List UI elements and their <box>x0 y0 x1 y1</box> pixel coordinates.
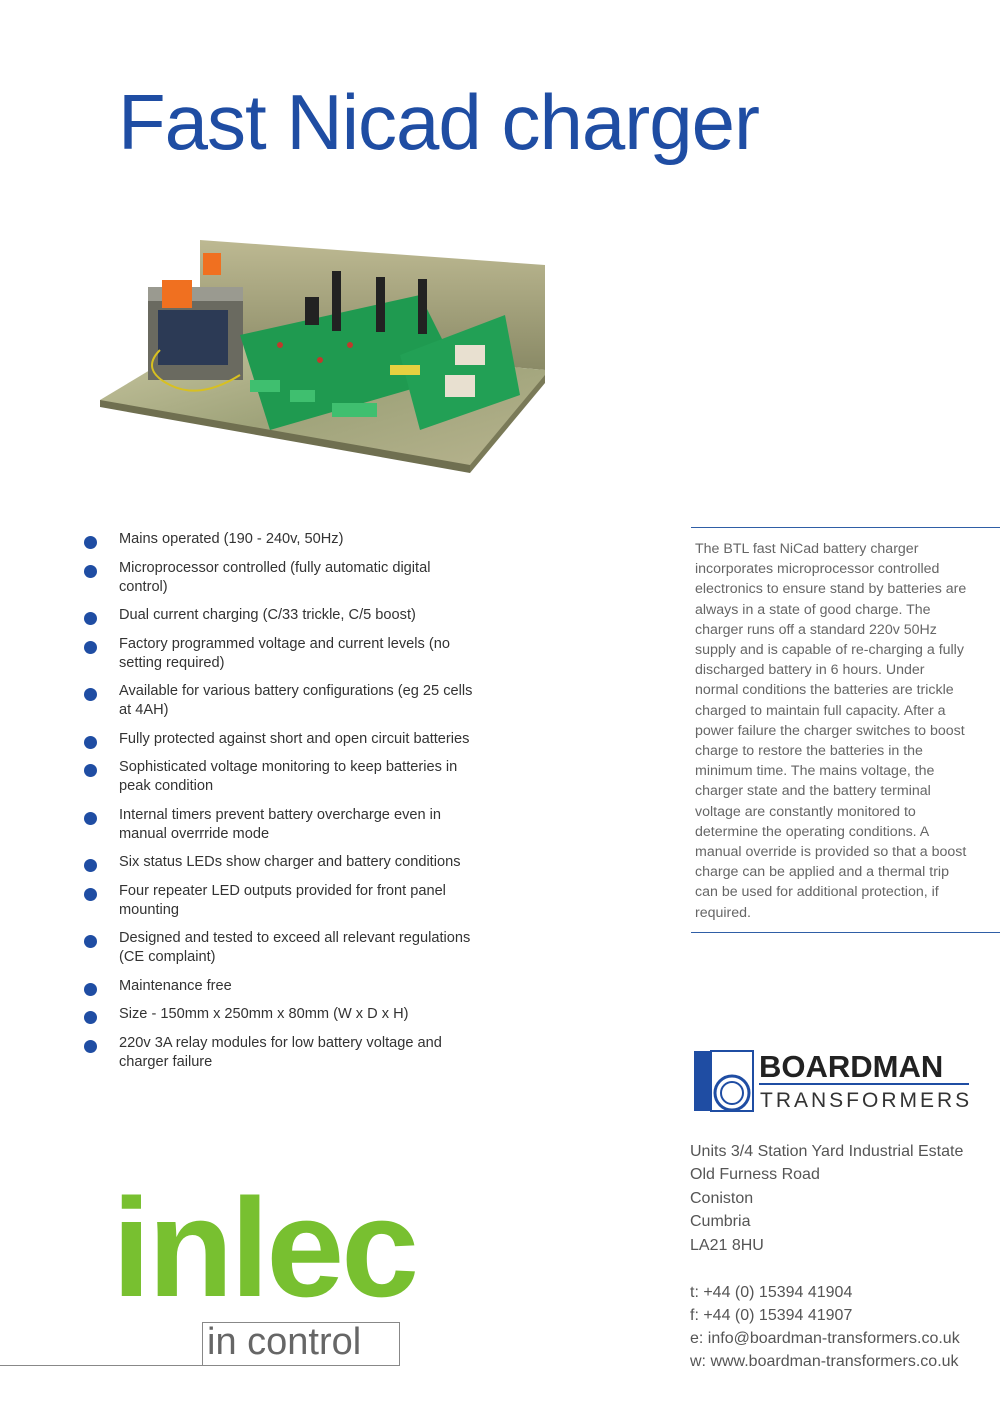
feature-list <box>82 530 482 1081</box>
feature-item: Sophisticated voltage monitoring to keep batteries in peak condition <box>82 758 482 796</box>
bullet-icon <box>84 935 97 948</box>
feature-item: Fully protected against short and open circuit batteries <box>82 730 482 749</box>
address-block <box>690 1140 963 1257</box>
address-line: LA21 8HU <box>690 1236 764 1254</box>
feature-item: Available for various battery configurations (eg 25 cells at 4AH) <box>82 682 482 720</box>
bullet-icon <box>84 764 97 777</box>
page-title: Fast Nicad charger <box>118 78 759 166</box>
contact-block <box>690 1281 960 1373</box>
description-text: The BTL fast NiCad battery charger incorporates microprocessor controlled electronics to ensure stand by batteries are always in a state of good charge. The charger runs off a standard 220v 50Hz supply and is capable of re-charging a fully discharged battery in 6 hours. Under normal conditions the batteries are trickle charged to maintain full capacity. After a power failure the charger switches to boost charge to restore the batteries in the minimum time. The mains voltage, the charger state and the battery terminal voltage are constantly monitored to determine the operating conditions. A manual override is provided so that a boost charge can be applied and a thermal trip can be used for additional protection, if required. <box>695 541 967 921</box>
inlec-tagline: in control <box>207 1321 362 1363</box>
bullet-icon <box>84 612 97 625</box>
feature-item: Designed and tested to exceed all relevant regulations (CE complaint) <box>82 929 482 967</box>
bullet-icon <box>84 641 97 654</box>
bullet-icon <box>84 1011 97 1024</box>
inlec-logo: inlec <box>112 1169 417 1326</box>
feature-item: Factory programmed voltage and current levels (no setting required) <box>82 635 482 673</box>
address-line: Coniston <box>690 1189 754 1207</box>
feature-item: Four repeater LED outputs provided for front panel mounting <box>82 882 482 920</box>
boardman-sub: TRANSFORMERS <box>760 1089 973 1112</box>
telephone: t: +44 (0) 15394 41904 <box>690 1284 853 1301</box>
bullet-icon <box>84 736 97 749</box>
bullet-icon <box>84 565 97 578</box>
address-line: Old Furness Road <box>690 1166 820 1184</box>
bullet-icon <box>84 888 97 901</box>
feature-item: Mains operated (190 - 240v, 50Hz) <box>82 530 482 549</box>
description-box <box>691 527 1000 933</box>
bullet-icon <box>84 983 97 996</box>
address-line: Cumbria <box>690 1213 751 1231</box>
website-link[interactable]: w: www.boardman-transformers.co.uk <box>690 1353 959 1370</box>
boardman-name: BOARDMAN <box>759 1049 944 1084</box>
boardman-logo <box>694 1049 974 1113</box>
fax: f: +44 (0) 15394 41907 <box>690 1307 853 1324</box>
bullet-icon <box>84 536 97 549</box>
bullet-icon <box>84 688 97 701</box>
feature-item: Internal timers prevent battery overcharge even in manual overrride mode <box>82 806 482 844</box>
feature-item: Six status LEDs show charger and battery conditions <box>82 853 482 872</box>
bullet-icon <box>84 859 97 872</box>
feature-item: Microprocessor controlled (fully automatic digital control) <box>82 559 482 597</box>
feature-item: Maintenance free <box>82 977 482 996</box>
email-link[interactable]: e: info@boardman-transformers.co.uk <box>690 1330 960 1347</box>
inlec-tagline-box <box>202 1322 400 1366</box>
bullet-icon <box>84 812 97 825</box>
product-photo <box>100 235 555 480</box>
divider <box>0 1365 203 1366</box>
feature-item: Dual current charging (C/33 trickle, C/5 boost) <box>82 606 482 625</box>
address-line: Units 3/4 Station Yard Industrial Estate <box>690 1143 964 1160</box>
feature-item: Size - 150mm x 250mm x 80mm (W x D x H) <box>82 1005 482 1024</box>
feature-item: 220v 3A relay modules for low battery voltage and charger failure <box>82 1034 482 1072</box>
bullet-icon <box>84 1040 97 1053</box>
